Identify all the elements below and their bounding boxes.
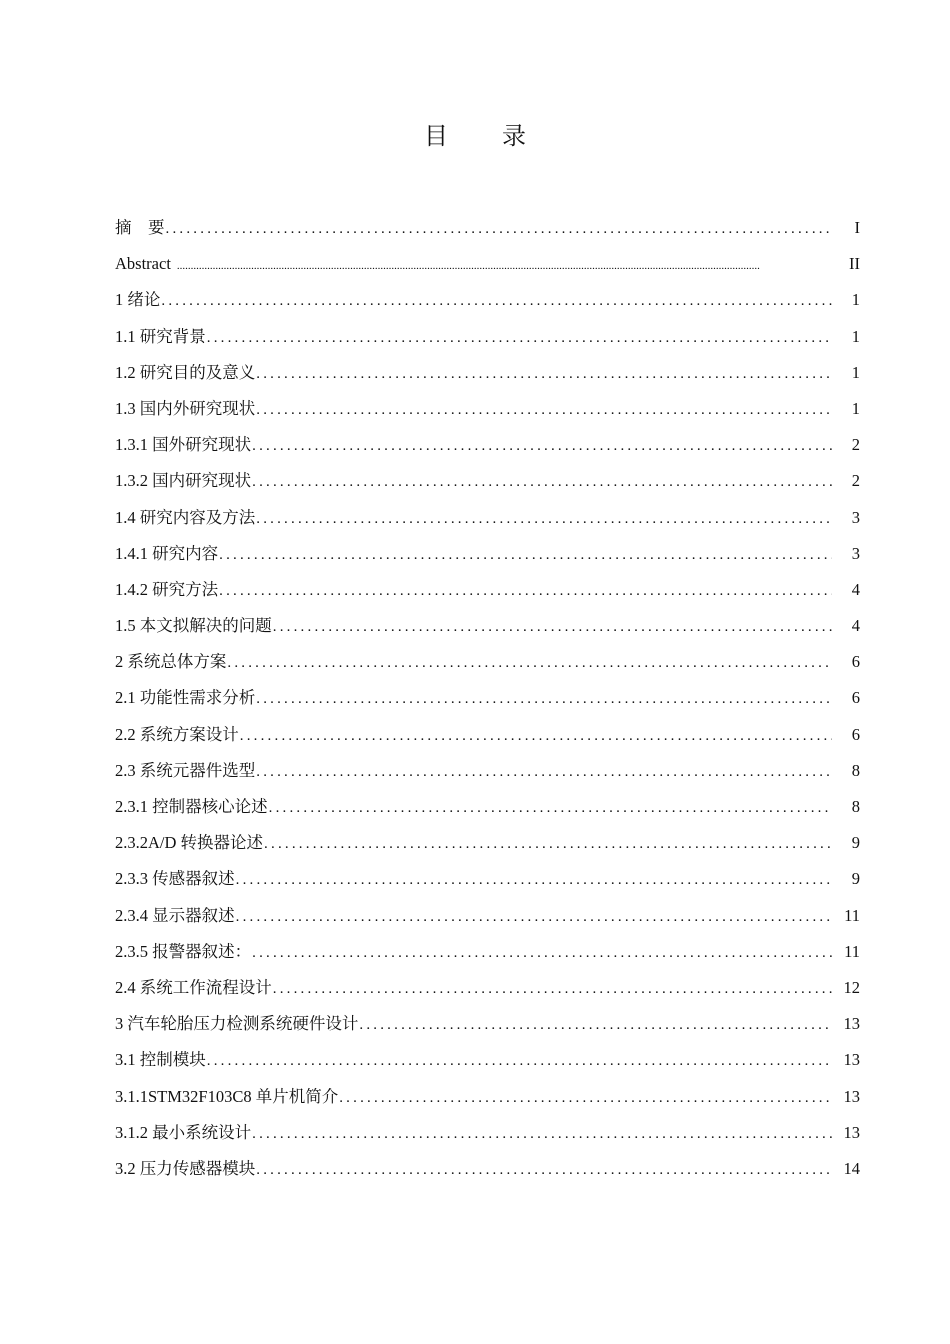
toc-entry-page: 1 bbox=[851, 290, 860, 310]
toc-entry-page: 14 bbox=[843, 1158, 860, 1178]
toc-leader-dots bbox=[256, 681, 832, 717]
toc-entry-page: 1 bbox=[851, 362, 860, 382]
toc-leader-dots bbox=[256, 1152, 832, 1188]
toc-entry-1-5[interactable] bbox=[115, 608, 860, 644]
toc-entry-label: 3 汽车轮胎压力检测系统硬件设计 bbox=[115, 1014, 359, 1034]
toc-leader-dots bbox=[161, 283, 832, 319]
toc-entry-2-1[interactable] bbox=[115, 680, 860, 716]
toc-entry-label: 摘 要 bbox=[115, 218, 165, 237]
toc-entry-2-3-4[interactable] bbox=[115, 898, 860, 934]
toc-leader-dots bbox=[252, 428, 832, 464]
toc-entry-page: 2 bbox=[851, 471, 860, 491]
toc-entry-1-3[interactable] bbox=[115, 391, 860, 427]
toc-entry-label: 1.4.1 研究内容 bbox=[115, 543, 219, 563]
toc-entry-page: 13 bbox=[843, 1122, 860, 1142]
toc-leader-dots bbox=[264, 826, 832, 862]
toc-entry-label: 3.1.2 最小系统设计 bbox=[115, 1122, 252, 1142]
toc-entry-3-1[interactable] bbox=[115, 1042, 860, 1078]
toc-entry-page: 11 bbox=[844, 905, 860, 925]
toc-entry-2-3-5[interactable] bbox=[115, 934, 860, 970]
toc-leader-dots bbox=[227, 645, 832, 681]
toc-entry-label: 2 系统总体方案 bbox=[115, 652, 227, 672]
toc-entry-2-4[interactable] bbox=[115, 970, 860, 1006]
toc-entry-page: 13 bbox=[843, 1086, 860, 1106]
toc-entry-2-3-2[interactable] bbox=[115, 825, 860, 861]
toc-leader-dots bbox=[236, 899, 832, 935]
toc-entry-1-4-2[interactable] bbox=[115, 572, 860, 608]
toc-leader-dots bbox=[256, 754, 832, 790]
toc-entry-1-3-1[interactable] bbox=[115, 427, 860, 463]
toc-entry-label: 3.1.1STM32F103C8 单片机简介 bbox=[115, 1086, 339, 1106]
toc-entry-page: 13 bbox=[843, 1014, 860, 1034]
toc-entry-page: 1 bbox=[851, 398, 860, 418]
toc-leader-dots bbox=[207, 1043, 832, 1079]
toc-entry-page: 8 bbox=[851, 760, 860, 780]
toc-leader-dots bbox=[252, 1116, 832, 1152]
toc-leader-dots bbox=[166, 211, 833, 247]
toc-entry-page: II bbox=[849, 254, 860, 274]
toc-leader-dots bbox=[219, 573, 832, 609]
toc-leader-dots bbox=[207, 320, 832, 356]
toc-leader-dots bbox=[236, 862, 832, 898]
toc-entry-3-2[interactable] bbox=[115, 1151, 860, 1187]
toc-leader-dots bbox=[256, 356, 832, 392]
toc-entry-page: 1 bbox=[851, 326, 860, 346]
toc-entry-1-4[interactable] bbox=[115, 500, 860, 536]
toc-entry-2[interactable] bbox=[115, 644, 860, 680]
toc-entry-label: 2.4 系统工作流程设计 bbox=[115, 977, 272, 997]
toc-entry-label: 3.2 压力传感器模块 bbox=[115, 1158, 256, 1178]
toc-entry-3-1-1[interactable] bbox=[115, 1079, 860, 1115]
toc-entry-label: Abstract bbox=[115, 254, 171, 274]
toc-entry-abstract-cn[interactable] bbox=[115, 210, 860, 246]
toc-entry-label: 2.3.1 控制器核心论述 bbox=[115, 797, 268, 816]
toc-entry-page: 6 bbox=[851, 652, 860, 672]
toc-entry-page: 4 bbox=[851, 616, 860, 636]
toc-entry-label: 2.2 系统方案设计 bbox=[115, 724, 239, 744]
toc-entry-page: 6 bbox=[851, 688, 860, 708]
toc-leader-dots bbox=[219, 537, 832, 573]
toc-entry-page: 4 bbox=[851, 579, 860, 599]
toc-entry-page: 3 bbox=[851, 507, 860, 527]
toc-entry-3[interactable] bbox=[115, 1006, 860, 1042]
toc-entry-abstract-en[interactable] bbox=[115, 246, 860, 282]
toc-entry-label: 1.5 本文拟解决的问题 bbox=[115, 616, 272, 636]
toc-entry-label: 1.4.2 研究方法 bbox=[115, 579, 219, 599]
toc-entry-page: 12 bbox=[843, 977, 860, 997]
toc-entry-label: 1.1 研究背景 bbox=[115, 326, 206, 346]
toc-leader-dots bbox=[273, 609, 832, 645]
toc-leader-dots bbox=[359, 1007, 832, 1043]
toc-entry-label: 2.3.2A/D 转换器论述 bbox=[115, 833, 264, 853]
toc-leader-dots bbox=[256, 392, 832, 428]
toc-entry-label: 2.3.3 传感器叙述 bbox=[115, 869, 235, 889]
toc-entry-1-3-2[interactable] bbox=[115, 463, 860, 499]
toc-entry-label: 1.3.2 国内研究现状 bbox=[115, 471, 252, 491]
toc-entry-label: 2.3.4 显示器叙述 bbox=[115, 905, 235, 925]
toc-entry-label: 2.1 功能性需求分析 bbox=[115, 688, 256, 708]
toc-leader-dots bbox=[273, 971, 832, 1007]
toc-leader-dots bbox=[339, 1080, 832, 1116]
toc-entry-page: 9 bbox=[851, 869, 860, 889]
toc-entry-page: 3 bbox=[851, 543, 860, 563]
toc-entry-1-2[interactable] bbox=[115, 355, 860, 391]
toc-entry-label: 1.3.1 国外研究现状 bbox=[115, 435, 252, 455]
page-title: 目 录 bbox=[424, 124, 550, 150]
toc-entry-label: 1.4 研究内容及方法 bbox=[115, 507, 256, 527]
toc-entry-label: 1 绪论 bbox=[115, 290, 161, 310]
toc-entry-page: 8 bbox=[851, 797, 860, 816]
toc-entry-page: 11 bbox=[844, 941, 860, 961]
toc-entry-page: 9 bbox=[851, 833, 860, 853]
toc-entry-3-1-2[interactable] bbox=[115, 1115, 860, 1151]
toc-entry-2-2[interactable] bbox=[115, 717, 860, 753]
toc-entry-page: 2 bbox=[851, 435, 860, 455]
toc-entry-label: 1.2 研究目的及意义 bbox=[115, 362, 256, 382]
toc-entry-1-4-1[interactable] bbox=[115, 536, 860, 572]
toc-entry-label: 1.3 国内外研究现状 bbox=[115, 398, 256, 418]
toc-entry-page: 13 bbox=[843, 1050, 860, 1070]
toc-entry-2-3[interactable] bbox=[115, 753, 860, 789]
toc-entry-page: I bbox=[854, 218, 860, 237]
toc-entry-1-1[interactable] bbox=[115, 319, 860, 355]
toc-entry-1[interactable] bbox=[115, 282, 860, 318]
toc-leader-dots bbox=[269, 790, 832, 826]
toc-entry-label: 2.3.5 报警器叙述： bbox=[115, 941, 252, 961]
toc-leader-dots bbox=[240, 718, 832, 754]
toc-leader-dots bbox=[252, 464, 832, 500]
toc-entry-2-3-3[interactable] bbox=[115, 861, 860, 897]
toc-leader-dots bbox=[256, 501, 832, 537]
toc-leader-dots bbox=[177, 248, 832, 284]
toc-entry-label: 3.1 控制模块 bbox=[115, 1050, 206, 1070]
toc-entry-page: 6 bbox=[851, 724, 860, 744]
toc-entry-label: 2.3 系统元器件选型 bbox=[115, 760, 256, 780]
toc-leader-dots bbox=[252, 935, 832, 971]
toc-entry-2-3-1[interactable] bbox=[115, 789, 860, 825]
table-of-contents bbox=[115, 210, 860, 1187]
